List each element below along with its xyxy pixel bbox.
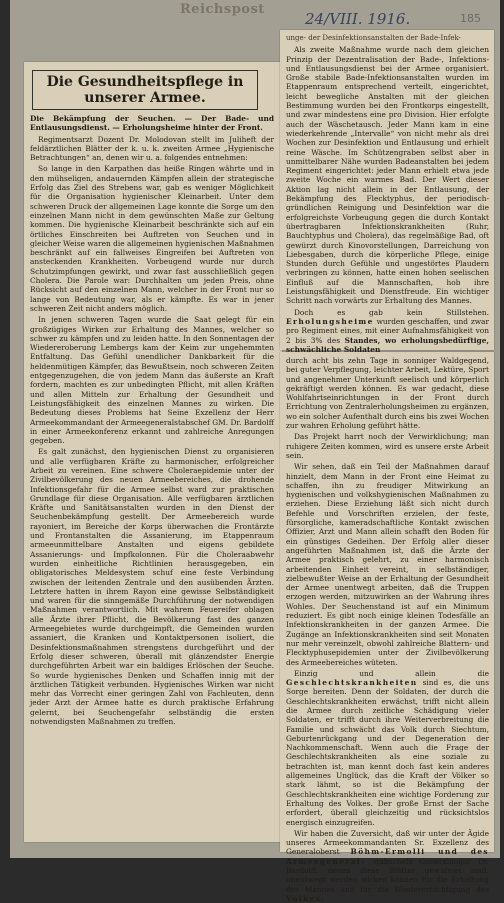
spaced-emphasis: Erholungsheime [286, 316, 374, 326]
article-kicker: Die Bekämpfung der Seuchen. — Der Bade- und Entlausungsdienst. — Erholungsheime hinter der Front. [30, 114, 274, 133]
headline-line-2: unserer Armee. [84, 90, 206, 106]
page-number: 185 [460, 12, 481, 25]
article-right-bottom-column [286, 356, 489, 903]
paragraph-rest: stabschefs Generalmajor Dr. Bardolff, denen diese Blätter gewidmet sind, unentwegt werden wirken können für die Erhaltung des Mannes und für die Wiederertüchtigung des [286, 856, 489, 894]
paragraph: Regimentsarzt Dozent Dr. Molodovan stellt im Juliheft der feldärztlichen Blätter der k. u. k. zweiten Armee „Hygienische Betrachtungen“ an, denen wir u. a. folgendes entnehmen: [30, 134, 274, 163]
article-left-column [30, 70, 274, 840]
paragraph-rest: sind es, die uns Sorge bereiten. Denn der Soldaten, der durch die Geschlechtskrankheiten erwächst, trifft nicht allein die Armee durch zeitliche Schädigung vieler Soldaten, er trifft durch ihre Weiterverbreitung die Familie und schwächt das Volk durch Siechtum, Geburtenrückgang und der Degeneration der Nachkommenschaft. Wenn auch die Frage der Geschlechtskrankheiten als eine soziale zu betrachten ist, man kennt doch fast kein anderes allgemeines Unglück, das die Kraft der Völker so stark lähmt, so ist die Bekämpfung der Geschlechtskrankheiten eine wichtige Forderung zur Erhaltung des Volkes. Der große Ernst der Sache erfordert, überall gleichzeitig und rücksichtslos energisch einzugreifen. [286, 678, 489, 827]
spaced-emphasis: Volkes. [286, 893, 326, 903]
paragraph-rest: wurden geschaffen, und zwar pro Regiment eines, mit einer Aufnahmsfähigkeit von 2 bis 3% des [286, 316, 489, 345]
newspaper-stamp: Reichspost [180, 2, 265, 17]
paragraph: Das Projekt harrt noch der Verwirklichung; man ruhigere Zeiten kommen, wird es unsere erste Arbeit sein. [286, 432, 489, 460]
paragraph: Wir sehen, daß ein Teil der Maßnahmen darauf hinzielt, dem Mann in der Front eine Heimat zu schaffen, ihn zu freudiger Mitwirkung an hygienischen und volkshygienischen Maßnahmen zu erziehen. Diese Erziehung läßt sich nicht durch Befehle und Vorschriften erzielen, der feste, fürsorgliche, kameradschaftliche Kontakt zwischen Offizier, Arzt und Mann allein schafft den Boden für ein günstiges Gedeihen. Der Erfolg aller dieser angeführten Maßnahmen ist, daß die Ärzte der Armee praktisch gelehrt, zu einer harmonisch arbeitenden Einheit vereint, in selbständiger, zielbewußter Weise an der Erhaltung der Gesundheit der Armee unentwegt arbeiten, daß die Truppen erzogen werden, mitzuwirken an der Wahrung ihres Wohles. Der Seuchenstand ist auf ein Minimum reduziert. Es gibt noch einige kleinen Todesfälle an Infektionskrankheiten in der ganzen Armee. Die Zugänge an Infektionskrankheiten sind seit Monaten nur mehr vereinzelt, obwohl zahlreiche Blattern- und Flecktyphusepidemien unter der Zivilbevölkerung des Armeebereiches wüteten. [286, 462, 489, 667]
paragraph-lead: Einzig und allein die [294, 668, 489, 678]
paragraph: So lange in den Karpathen das heiße Ringen währte und in den mühseligen, andauernden Kämpfen allein der strategische Erfolg das Ziel des Strebens war, gab es weniger Möglichkeit für die Organisation hygienischer Kleinarbeit. Unter dem schweren Druck der allgemeinen Lage konnte die Sorge um den einzelnen Mann nicht in dem gewünschten Maße zur Geltung kommen. Die hygienische Kleinarbeit beschränkte sich auf ein örtliches Einschreiten bei Auftreten von Seuchen und in gleicher Weise waren die allgemeinen hygienischen Maßnahmen beschränkt auf ein fallweises Eingreifen bei Auftreten von ansteckenden Krankheiten. Vorbeugend wurde nur durch Schutzimpfungen gewirkt, und zwar fast ausschließlich gegen Cholera. Die Parole war: Durchhalten um jeden Preis, ohne Rücksicht auf den einzelnen Mann, welcher in der Front nur so lange von Bedeutung war, als er kämpfte. Es war in jener schweren Zeit nicht anders möglich. [30, 164, 274, 313]
spaced-emphasis: Böhm-Ermolli und des Armeegeneral- [286, 847, 489, 866]
paragraph: Als zweite Maßnahme wurde nach dem gleichen Prinzip der Dezentralisation der Bade-, Infektions- und Entlausungsdienst bei der Armee organisiert. Große stabile Bade-Infektionsanstalten wurden im Etappenraum entsprechend verteilt, eingerichtet, leicht bewegliche Anstalten mit der gleichen Bestimmung wurden bei den Frontkorps eingestellt, und zwar mindestens eine pro Division. Hier erfolgte auch der Wäschetausch. Jeder Mann kam in eine wiederkehrende „Intervalle“ von nicht mehr als drei Wochen zur Desinfektion und Entlausung und erhielt reine Wäsche. Im Schützengraben selbst aber in unmittelbarer Nähe wurden Badeanstalten bei jedem Regiment eingerichtet: jeder Mann erhielt etwa jede zweite Woche ein warmes Bad. Der Wert dieser Aktion lag nicht allein in der Entlausung, der Bekämpfung des Flecktyphus, der periodisch-gründlichen Reinigung und Desinfektion war die erfolgreichste Vorbeugung gegen die durch Kontakt übertragbaren Infektionskrankheiten (Ruhr, Bauchtyphus und Cholera), das regelmäßige Bad, oft gewürzt durch Kinovorstellungen, Darreichung von Liebesgaben, durch die körperliche Pflege, einige Stunden durch Gefühle und ungestörtes Plaudern verbringen zu können, hatte einen hohen seelischen Einfluß auf die Mannschaften, hob ihre Leistungsfähigkeit und Dienstfreude. Ein wichtiger Schritt nach vorwärts zur Erhaltung des Mannes. [286, 45, 489, 306]
paragraph-closing [286, 829, 489, 903]
paragraph-geschlechtskrankheiten [286, 669, 489, 827]
paragraph: In jenen schweren Tagen wurde die Saat gelegt für ein großzügiges Wirken zur Erhaltung des Mannes, welcher so schwer zu kämpfen und zu leiden hatte. In den Sonnentagen der Wiedereroberung Lembergs kam der Keim zur ungehemmten Entfaltung. Das Gefühl unendlicher Dankbarkeit für die heldenmütigen Kämpfer, das Bewußtsein, noch schweren Zeiten entgegenzugehen, die von jedem Mann das äußerste an Kraft fordern, machten es zur unbedingten Pflicht, mit allen Kräften und allen Mitteln zur Erhaltung der Gesundheit und Leistungsfähigkeit des einzelnen Mannes zu wirken. Die Bedeutung dieses Problems hat Seine Exzellenz der Herr Armeekommandant der Armeegeneralstabschef GM. Dr. Bardolff in einer Armeekonferenz erkannt und zahlreiche Anregungen gegeben. [30, 315, 274, 446]
paragraph: durch acht bis zehn Tage in sonniger Waldgegend, bei guter Verpflegung, leichter Arbeit, Lektüre, Sport und angenehmer Unterkunft seelisch und körperlich gekräftigt werden können. Es war gedacht, diese Wohlfahrtseinrichtungen in der Front durch Errichtung von Zentralerholungsheimen zu ergänzen, wo ein solcher Aufenthalt durch eins bis zwei Wochen zur wahren Erholung geführt hätte. [286, 356, 489, 431]
paragraph-lead: Doch es gab kein Stillstehen. [294, 307, 489, 317]
paragraph: Es galt zunächst, den hygienischen Dienst zu organisieren und alle verfügbaren Kräfte zu harmonischer, erfolgreicher Arbeit zu vereinen. Eine schwere Choleraepidemie unter der Zivilbevölkerung des neuen Armeebereiches, die drohende Infektionsgefahr für die Armee selbst ward zur praktischen Grundlage für diese Organisation. Alle verfügbaren ärztlichen Kräfte und Sanitätsanstalten wurden in den Dienst der Seuchenbekämpfung gestellt. Der Armeebereich wurde rayoniert, im Bereiche der Korps überwachen die Frontärzte und Frontanstalten die Assanierung, im Etappenraum armeeunmittelbare Anstalten und eigens gebildete Assanierungs- und Impfkolonnen. Für die Choleraabwehr wurden einheitliche Richtlinien herausgegeben, ein obligatorisches Meldesystem schuf eine feste Verbindung zwischen der leitenden Zentrale und den ausübenden Ärzten. Letztere hatten in ihrem Rayon eine gewisse Selbständigkeit und waren für die sinngemäße Durchführung der notwendigen Maßnahmen verantwortlich. Mit wahrem Feuereifer oblagen alle Ärzte ihrer Pflicht, die Bevölkerung fast des ganzen Armeegebietes wurde durchgeimpft, die Gemeinden wurden assaniert, die Kranken und Kontaktpersonen isoliert, die Desinfektionsmaßnahmen strengstens durchgeführt und der Erfolg dieser schweren, überall mit glänzendster Energie durchgeführten Arbeit war ein baldiges Erlöschen der Seuche. So wurde hygienisches Denken und Schaffen innig mit der ärztlichen Tätigkeit verbunden. Hygienisches Wirken war nicht mehr das Vorrecht einer geringen Zahl von Fachleuten, denn jeder Arzt der Armee hatte es durch praktische Erfahrung gelernt, bei Seuchengefahr selbständig die ersten notwendigsten Maßnahmen zu treffen. [30, 447, 274, 726]
spaced-emphasis: Geschlechtskrankheiten [286, 678, 418, 688]
headline-box [32, 70, 258, 110]
headline-line-1: Die Gesundheitspflege in [46, 74, 244, 90]
paragraph-erholungsheime [286, 308, 489, 354]
bold-emphasis: Standes, wo erholungsbedürftige, schwächliche Soldaten [286, 335, 490, 354]
torn-fragment: unge- der Desinfektionsanstalten der Bade-Infek- [286, 34, 462, 42]
article-right-top-column [286, 34, 490, 354]
handwritten-date: 24/VIII. 1916. [305, 10, 411, 28]
paragraph-lead: Wir haben die Zuversicht, daß wir unter der Ägide unseres Armeekommandanten Sr. Exzellenz des Generaloberst [286, 828, 489, 857]
